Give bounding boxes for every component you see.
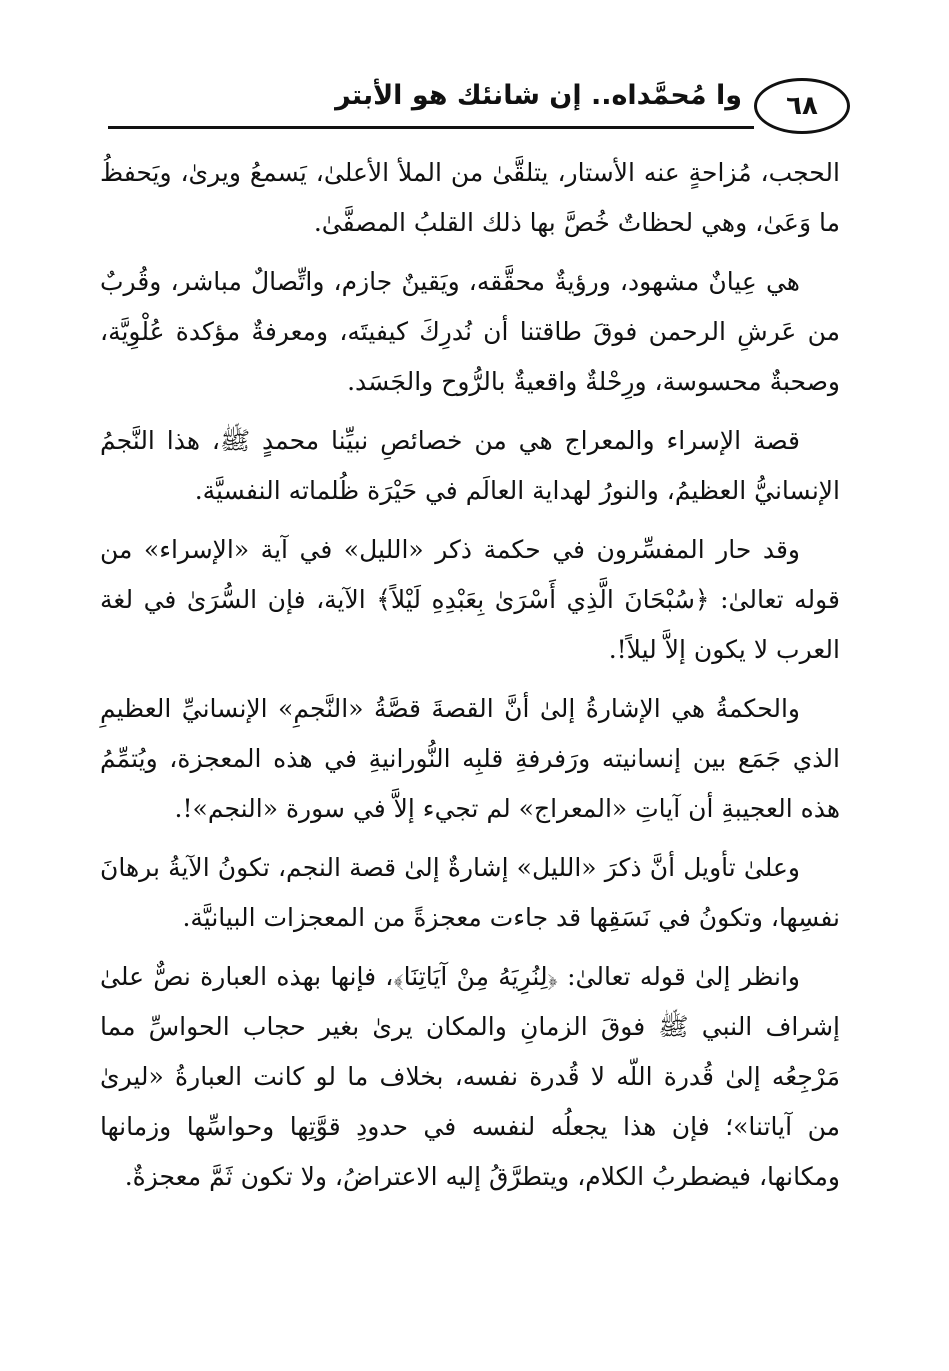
paragraph-continuation: الحجب، مُزاحةٍ عنه الأستار، يتلقَّىٰ من الملأ الأعلىٰ، يَسمعُ ويرىٰ، ويَحفظُ ما وَعَىٰ، وهي لحظاتٌ خُصَّ بها ذلك القلبُ المصفَّىٰ.	[100, 158, 840, 237]
paragraph: وعلىٰ تأويل أنَّ ذكرَ «الليل» إشارةٌ إلىٰ قصة النجم، تكونُ الآيةُ برهانَ نفسِها، وتكونُ في نَسَقِها قد جاءت معجزةً من المعجزات البيانيَّة.	[100, 853, 840, 932]
header-rule	[108, 126, 754, 129]
page-number: ٦٨	[786, 91, 818, 121]
paragraph: والحكمةُ هي الإشارةُ إلىٰ أنَّ القصةَ قصَّةُ «النَّجمِ» الإنسانيِّ العظيمِ الذي جَمَع بين إنسانيته ورَفرفةِ قلبِه النُّورانيةِ في هذه المعجزة، ويُتمِّمُ هذه العجيبةِ أن آياتِ «المعراج» لم تجيء إلاَّ في سورة «النجم»!.	[100, 694, 840, 823]
body-text	[100, 148, 840, 1211]
paragraph: قصة الإسراء والمعراج هي من خصائصِ نبيِّنا محمدٍ ﷺ، هذا النَّجمُ الإنسانيُّ العظيمُ، والنورُ لهداية العالَم في حَيْرَة ظُلماته النفسيَّة.	[100, 426, 840, 505]
paragraph: وانظر إلىٰ قوله تعالىٰ: ﴿لِنُرِيَهُ مِنْ آيَاتِنَا﴾، فإنها بهذه العبارة نصٌّ علىٰ إشراف النبي ﷺ فوقَ الزمانِ والمكان يرىٰ بغير حجاب الحواسِّ مما مَرْجِعُه إلىٰ قُدرة اللّه لا قُدرة نفسه، بخلاف ما لو كانت العبارةُ «ليرىٰ من آياتنا»؛ فإن هذا يجعلُه لنفسه في حدودِ قوَّتِها وحواسِّها وزمانها ومكانها، فيضطربُ الكلام، ويتطرَّقُ إليه الاعتراضُ، ولا تكون ثَمَّ معجزةٌ.	[100, 962, 840, 1191]
page-header	[108, 70, 850, 134]
page-number-badge	[754, 78, 850, 134]
running-title: وا مُحمَّداه.. إن شانئك هو الأبتر	[335, 80, 742, 111]
paragraph: وقد حار المفسِّرون في حكمة ذكر «الليل» في آية «الإسراء» من قوله تعالىٰ: ﴿سُبْحَانَ الَّذِي أَسْرَىٰ بِعَبْدِهِ لَيْلاً﴾ الآية، فإن السُّرَىٰ في لغة العرب لا يكون إلاَّ ليلاً!.	[100, 535, 840, 664]
paragraph: هي عِيانٌ مشهود، ورؤيةٌ محقَّقه، ويَقينٌ جازم، واتِّصالٌ مباشر، وقُربٌ من عَرشِ الرحمن فوقَ طاقتنا أن نُدرِكَ كيفيتَه، ومعرفةٌ مؤكدة عُلْوِيَّة، وصحبةٌ محسوسة، ورِحْلةٌ واقعيةٌ بالرُّوح والجَسَد.	[100, 267, 840, 396]
